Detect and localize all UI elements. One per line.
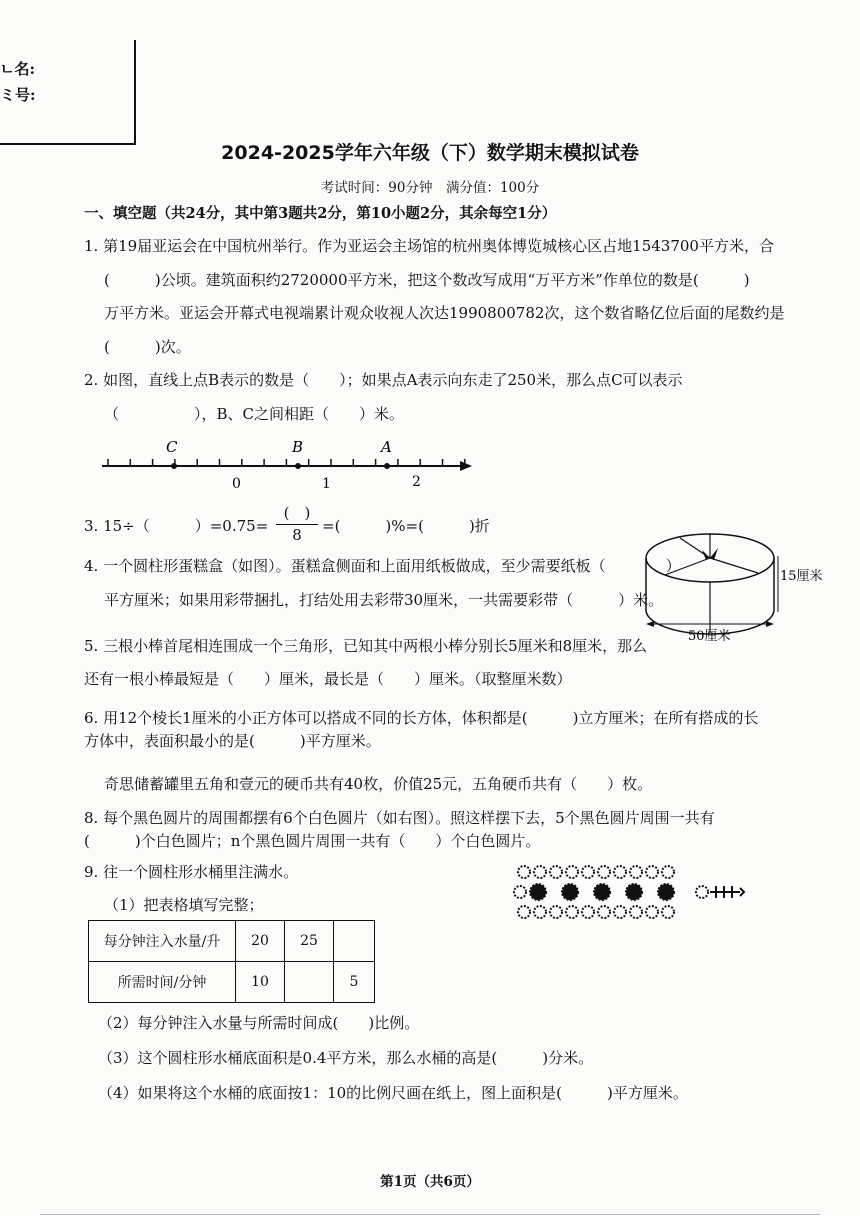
point-c-label: C — [166, 438, 178, 456]
black-circle — [626, 884, 642, 900]
q3-fraction-numerator: ( ) — [283, 504, 311, 522]
q5-line2: 还有一根小棒最短是（ ）厘米，最长是（ ）厘米。（取整厘米数） — [84, 670, 572, 688]
table-cell-blank[interactable] — [334, 921, 375, 962]
q6-line1: 6. 用12个棱长1厘米的小正方体可以搭成不同的长方体，体积都是( )立方厘米；在所有搭成的长 — [84, 709, 759, 727]
q2-line2: （ ），B、C之间相距（ ）米。 — [104, 405, 405, 423]
black-circle — [530, 884, 546, 900]
black-white-circles-pattern — [512, 860, 746, 924]
tick-label-1: 1 — [322, 476, 331, 492]
q4-line2: 平方厘米；如果用彩带捆扎，打结处用去彩带30厘米，一共需要彩带（ ）米。 — [104, 591, 664, 609]
exam-meta: 考试时间：90分钟 满分值：100分 — [320, 180, 540, 196]
cylinder-cake-box-figure — [640, 520, 850, 642]
table-cell-blank[interactable] — [285, 962, 334, 1003]
white-circle — [534, 866, 546, 878]
q9-sub1: （1）把表格填写完整； — [104, 896, 264, 914]
white-circle — [614, 906, 626, 918]
white-circle — [518, 866, 530, 878]
water-flow-table — [88, 920, 375, 1003]
white-circle — [630, 866, 642, 878]
table-row — [89, 962, 375, 1003]
black-circle — [658, 884, 674, 900]
footer-divider — [40, 1214, 820, 1215]
q5-line1: 5. 三根小棒首尾相连围成一个三角形，已知其中两根小棒分别长5厘米和8厘米，那么 — [84, 637, 648, 655]
q7-line1: 奇思储蓄罐里五角和壹元的硬币共有40枚，价值25元，五角硬币共有（ ）枚。 — [104, 775, 653, 793]
white-circle — [514, 886, 526, 898]
white-circle — [630, 906, 642, 918]
q6-line2: 方体中，表面积最小的是( )平方厘米。 — [84, 732, 381, 750]
q3-prefix: 3. 15÷（ ）=0.75= — [84, 517, 269, 535]
white-circle — [550, 906, 562, 918]
q9-intro: 9. 往一个圆柱形水桶里注满水。 — [84, 863, 299, 881]
black-circle — [562, 884, 578, 900]
black-circle — [594, 884, 610, 900]
q3-suffix: =( )%=( )折 — [322, 517, 490, 535]
q3-fraction-denominator: 8 — [276, 524, 318, 545]
white-circle — [598, 906, 610, 918]
white-circle — [646, 866, 658, 878]
q1-line2: ( )公顷。建筑面积约2720000平方米，把这个数改写成用“万平方米”作单位的数是( ) — [104, 271, 750, 289]
table-cell: 25 — [285, 921, 334, 962]
white-circle — [662, 866, 674, 878]
table-header-cell: 每分钟注入水量/升 — [89, 921, 236, 962]
white-circle — [518, 906, 530, 918]
continuation-marks — [710, 886, 744, 898]
white-circle — [662, 906, 674, 918]
white-circle — [598, 866, 610, 878]
white-circle — [646, 906, 658, 918]
white-circle — [614, 866, 626, 878]
white-circle — [566, 906, 578, 918]
q3-fraction — [276, 502, 318, 545]
table-cell: 20 — [236, 921, 285, 962]
point-a-label: A — [381, 438, 392, 456]
q9-sub2: （2）每分钟注入水量与所需时间成( )比例。 — [98, 1014, 420, 1032]
white-circle — [534, 906, 546, 918]
q1-line4: ( )次。 — [104, 338, 191, 356]
table-header-cell: 所需时间/分钟 — [89, 962, 236, 1003]
q4-line1: 4. 一个圆柱形蛋糕盒（如图）。蛋糕盒侧面和上面用纸板做成，至少需要纸板（ ） — [84, 557, 681, 575]
tick-label-0: 0 — [232, 476, 241, 492]
q8-line1: 8. 每个黑色圆片的周围都摆有6个白色圆片（如右图）。照这样摆下去，5个黑色圆片周围一共有 — [84, 809, 715, 827]
student-number-label: ミ号: — [0, 86, 36, 104]
student-info-box — [0, 40, 136, 145]
name-label: ㄴ名: — [0, 60, 36, 78]
white-circle — [550, 866, 562, 878]
table-cell: 10 — [236, 962, 285, 1003]
table-cell: 5 — [334, 962, 375, 1003]
q1-line3: 万平方米。亚运会开幕式电视端累计观众收视人次达1990800782次，这个数省略亿位后面的尾数约是 — [104, 304, 785, 322]
page-title: 2024-2025学年六年级（下）数学期末模拟试卷 — [221, 142, 639, 164]
white-circle — [566, 866, 578, 878]
number-line-ticks — [108, 459, 465, 466]
white-circle — [582, 866, 594, 878]
number-line-diagram — [96, 432, 480, 492]
point-b-label: B — [292, 438, 304, 456]
table-row — [89, 921, 375, 962]
width-50cm-label: 50厘米 — [688, 629, 731, 642]
white-circle — [696, 886, 708, 898]
q8-line2: ( )个白色圆片；n个黑色圆片周围一共有（ ）个白色圆片。 — [84, 832, 541, 850]
q9-sub3: （3）这个圆柱形水桶底面积是0.4平方米，那么水桶的高是( )分米。 — [98, 1049, 594, 1067]
height-15cm-label: 15厘米 — [780, 569, 823, 584]
section-heading-fill-blank: 一、填空题（共24分，其中第3题共2分，第10小题2分，其余每空1分） — [84, 205, 557, 222]
q2-line1: 2. 如图，直线上点B表示的数是（ ）；如果点A表示向东走了250米，那么点C可以表示 — [84, 371, 683, 389]
page-footer: 第1页（共6页） — [380, 1174, 480, 1190]
q1-line1: 1. 第19届亚运会在中国杭州举行。作为亚运会主场馆的杭州奥体博览城核心区占地1543700平方米，合 — [84, 237, 774, 255]
tick-label-2: 2 — [412, 474, 421, 490]
q9-sub4: （4）如果将这个水桶的底面按1：10的比例尺画在纸上，图上面积是( )平方厘米。 — [98, 1084, 688, 1102]
white-circle — [582, 906, 594, 918]
